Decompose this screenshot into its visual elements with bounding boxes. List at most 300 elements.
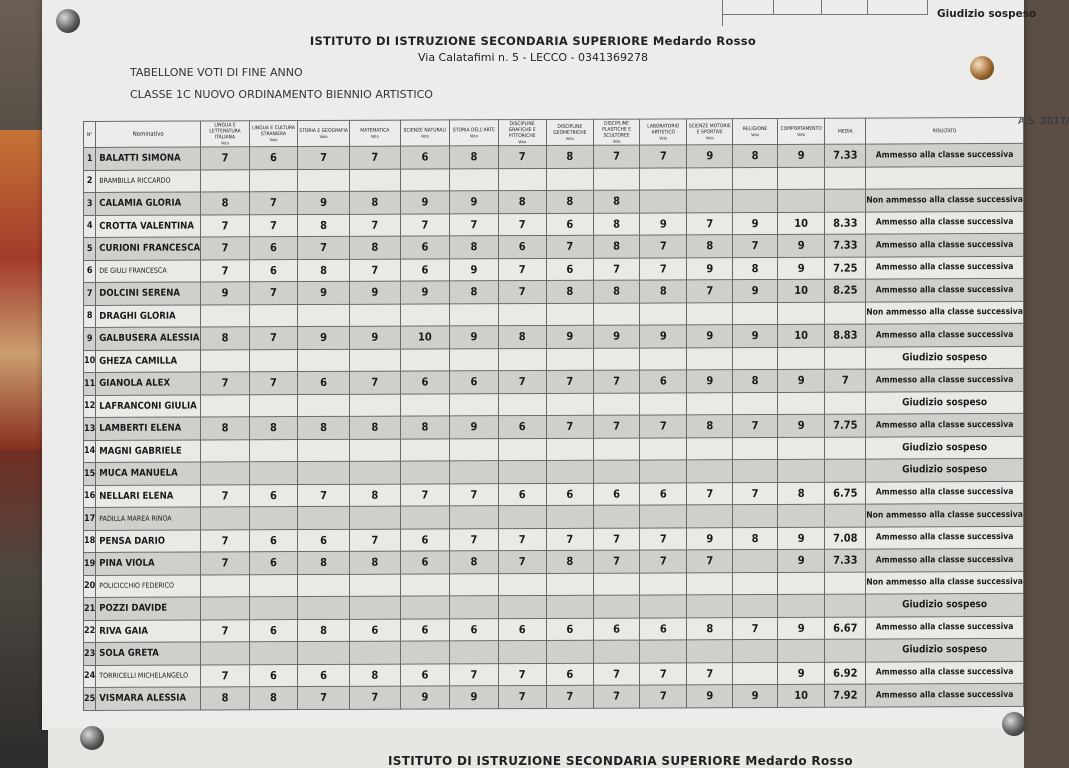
grade-cell xyxy=(298,641,350,664)
grade-cell: 10 xyxy=(400,326,450,349)
average-cell xyxy=(825,347,866,370)
student-number: 16 xyxy=(84,485,96,508)
grade-cell: 9 xyxy=(350,281,400,304)
column-header xyxy=(687,119,733,145)
grade-cell: 8 xyxy=(687,617,733,640)
average-cell xyxy=(825,167,866,190)
grade-cell xyxy=(350,506,400,529)
board-title: TABELLONE VOTI DI FINE ANNO xyxy=(130,66,303,79)
student-name: TORRICELLI MICHELANGELO xyxy=(96,664,201,687)
grade-cell: 7 xyxy=(450,483,498,506)
average-cell: 7.08 xyxy=(825,527,866,550)
column-header xyxy=(249,121,297,147)
grade-cell xyxy=(350,169,400,192)
column-header-label: DISCIPLINE GRAFICHE E PITTORICHE xyxy=(508,120,536,139)
student-number: 8 xyxy=(84,305,96,328)
grade-cell xyxy=(249,349,297,372)
grade-cell: 7 xyxy=(640,145,687,168)
column-header xyxy=(201,121,250,147)
thumbtack-icon xyxy=(56,9,80,33)
column-header-label: N° xyxy=(86,131,93,138)
grade-cell: 7 xyxy=(201,552,250,575)
grade-cell xyxy=(687,595,733,618)
grade-cell xyxy=(450,393,498,416)
grade-cell: 9 xyxy=(777,527,825,550)
student-number: 22 xyxy=(84,620,96,643)
grade-cell xyxy=(350,304,400,327)
grade-cell: 9 xyxy=(777,617,825,640)
student-name: MUCA MANUELA xyxy=(96,462,201,485)
column-header xyxy=(450,120,498,146)
grade-cell: 9 xyxy=(777,662,825,685)
thumbtack-icon xyxy=(80,726,104,750)
grade-cell xyxy=(687,640,733,663)
grade-cell xyxy=(593,303,639,326)
column-sub-label: Voto xyxy=(221,139,229,145)
grade-cell xyxy=(498,438,546,461)
student-number: 10 xyxy=(84,350,96,373)
grade-cell xyxy=(400,168,450,191)
grade-cell: 9 xyxy=(640,212,687,235)
grade-cell xyxy=(201,642,250,665)
grade-cell xyxy=(546,438,593,461)
grade-cell: 7 xyxy=(640,415,687,438)
grade-cell xyxy=(687,572,733,595)
grade-cell: 6 xyxy=(400,236,450,259)
grade-cell: 7 xyxy=(640,235,687,258)
result-cell: Ammesso alla classe successiva xyxy=(866,548,1024,571)
grade-cell: 7 xyxy=(640,550,687,573)
grade-cell: 6 xyxy=(249,619,297,642)
average-cell xyxy=(825,392,866,415)
student-number: 18 xyxy=(84,530,96,553)
result-cell: Giudizio sospeso xyxy=(866,391,1024,414)
average-cell: 6.92 xyxy=(825,662,866,685)
grade-cell xyxy=(201,304,250,327)
column-header xyxy=(825,118,866,144)
grade-cell: 6 xyxy=(249,664,297,687)
grade-cell: 9 xyxy=(687,325,733,348)
column-header xyxy=(350,120,400,146)
grade-cell xyxy=(201,574,250,597)
grade-cell: 7 xyxy=(400,213,450,236)
grade-cell: 8 xyxy=(450,236,498,259)
grade-cell xyxy=(733,167,777,190)
grade-cell xyxy=(498,348,546,371)
grade-cell xyxy=(498,573,546,596)
grade-cell xyxy=(498,640,546,663)
grade-cell: 6 xyxy=(640,482,687,505)
thumbtack-icon xyxy=(1002,712,1026,736)
grade-cell: 9 xyxy=(687,685,733,708)
grade-cell xyxy=(733,549,777,572)
grade-cell: 8 xyxy=(249,417,297,440)
grade-cell: 6 xyxy=(593,618,639,641)
student-name: CURIONI FRANCESCA xyxy=(96,237,201,260)
student-number: 20 xyxy=(84,575,96,598)
grade-cell: 8 xyxy=(498,325,546,348)
grade-cell: 8 xyxy=(733,257,777,280)
grade-cell: 7 xyxy=(298,146,350,169)
grade-cell: 6 xyxy=(298,371,350,394)
grade-cell: 9 xyxy=(687,527,733,550)
grade-cell xyxy=(298,304,350,327)
grade-cell: 7 xyxy=(201,259,250,282)
grade-cell: 7 xyxy=(350,146,400,169)
grade-cell xyxy=(498,393,546,416)
grade-cell xyxy=(201,507,250,530)
grade-cell: 10 xyxy=(777,212,825,235)
grade-cell: 7 xyxy=(450,213,498,236)
grade-cell: 6 xyxy=(249,484,297,507)
grade-cell xyxy=(249,574,297,597)
institute-address: Via Calatafimi n. 5 - LECCO - 0341369278 xyxy=(417,51,649,64)
grade-cell xyxy=(201,394,250,417)
grade-cell: 9 xyxy=(777,257,825,280)
grade-cell: 6 xyxy=(400,618,450,641)
grade-cell xyxy=(640,572,687,595)
average-cell: 7.75 xyxy=(825,414,866,437)
column-header xyxy=(84,121,96,147)
result-cell: Ammesso alla classe successiva xyxy=(866,526,1024,549)
grade-cell xyxy=(593,348,639,371)
grade-cell xyxy=(400,641,450,664)
grade-cell: 6 xyxy=(546,258,593,281)
grade-cell: 9 xyxy=(350,326,400,349)
grade-cell: 6 xyxy=(498,235,546,258)
grade-cell: 8 xyxy=(201,192,250,215)
grade-cell xyxy=(733,437,777,460)
grade-cell: 9 xyxy=(687,145,733,168)
grade-cell: 7 xyxy=(593,370,639,393)
grade-cell xyxy=(546,393,593,416)
grade-cell xyxy=(249,462,297,485)
result-cell: Ammesso alla classe successiva xyxy=(866,368,1024,391)
column-header-label: LINGUA E LETTERATURA ITALIANA xyxy=(209,121,241,140)
grade-cell xyxy=(498,595,546,618)
column-sub-label: Voto xyxy=(269,136,278,142)
result-cell: Ammesso alla classe successiva xyxy=(866,233,1024,256)
average-cell xyxy=(825,639,866,662)
column-header-label: STORIA E GEOGRAFIA xyxy=(299,127,348,134)
grade-cell xyxy=(350,574,400,597)
grade-cell: 6 xyxy=(546,663,593,686)
student-number: 9 xyxy=(84,327,96,350)
grade-cell: 6 xyxy=(400,258,450,281)
grade-cell xyxy=(777,189,825,212)
grade-cell: 7 xyxy=(593,415,639,438)
grade-cell: 7 xyxy=(298,236,350,259)
grade-cell xyxy=(546,168,593,191)
grade-cell: 8 xyxy=(733,369,777,392)
grade-cell: 6 xyxy=(498,415,546,438)
result-cell: Ammesso alla classe successiva xyxy=(866,256,1024,279)
column-sub-label: Voto xyxy=(751,131,760,137)
grade-cell: 7 xyxy=(687,662,733,685)
grade-cell xyxy=(450,573,498,596)
grade-cell xyxy=(640,392,687,415)
grade-cell: 8 xyxy=(350,551,400,574)
grade-cell: 9 xyxy=(733,279,777,302)
grade-cell xyxy=(777,392,825,415)
grade-cell xyxy=(733,594,777,617)
grade-cell: 8 xyxy=(201,417,250,440)
student-name: VISMARA ALESSIA xyxy=(96,687,201,710)
column-header-label: RISULTATO xyxy=(932,127,957,134)
grade-cell: 7 xyxy=(546,370,593,393)
grade-cell: 8 xyxy=(687,235,733,258)
student-number: 21 xyxy=(84,597,96,620)
grade-cell: 7 xyxy=(498,280,546,303)
result-cell: Giudizio sospeso xyxy=(866,638,1024,661)
grade-cell xyxy=(687,505,733,528)
grade-cell: 7 xyxy=(450,663,498,686)
grade-cell: 6 xyxy=(498,483,546,506)
average-cell: 7.25 xyxy=(825,257,866,280)
column-sub-label: Voto xyxy=(420,132,429,139)
grade-cell xyxy=(733,459,777,482)
grade-cell xyxy=(298,169,350,192)
student-name: LAMBERTI ELENA xyxy=(96,417,201,440)
student-name: CROTTA VALENTINA xyxy=(96,214,201,237)
grade-cell xyxy=(546,573,593,596)
grade-cell: 6 xyxy=(546,483,593,506)
column-header xyxy=(733,118,777,144)
grade-cell xyxy=(733,504,777,527)
grade-cell: 9 xyxy=(777,144,825,167)
grade-cell xyxy=(546,640,593,663)
grade-cell: 8 xyxy=(400,416,450,439)
grade-cell: 7 xyxy=(249,192,297,215)
grade-cell: 7 xyxy=(201,372,250,395)
grade-cell xyxy=(687,302,733,325)
grade-cell xyxy=(640,460,687,483)
student-number: 11 xyxy=(84,372,96,395)
student-name: PENSA DARIO xyxy=(96,529,201,552)
grade-cell xyxy=(640,437,687,460)
grade-cell: 7 xyxy=(687,212,733,235)
grade-cell: 7 xyxy=(498,213,546,236)
grade-cell xyxy=(777,302,825,325)
average-cell: 8.25 xyxy=(825,279,866,302)
column-sub-label: Voto xyxy=(705,134,714,140)
grade-cell: 7 xyxy=(298,686,350,709)
grade-cell: 7 xyxy=(640,662,687,685)
grade-cell xyxy=(593,460,639,483)
average-cell: 7 xyxy=(825,369,866,392)
grade-cell xyxy=(400,573,450,596)
grade-cell: 7 xyxy=(498,528,546,551)
grade-cell: 9 xyxy=(450,191,498,214)
column-header-label: Nominativo xyxy=(132,130,164,138)
grade-cell: 7 xyxy=(201,237,250,260)
grade-cell xyxy=(687,347,733,370)
grade-cell xyxy=(498,460,546,483)
student-name: SOLA GRETA xyxy=(96,642,201,665)
grade-cell: 7 xyxy=(350,529,400,552)
column-header xyxy=(96,121,201,147)
student-number: 5 xyxy=(84,237,96,260)
grade-cell: 7 xyxy=(201,529,250,552)
grade-cell: 9 xyxy=(546,325,593,348)
grade-cell xyxy=(733,347,777,370)
grade-cell: 8 xyxy=(593,235,639,258)
grade-cell xyxy=(249,304,297,327)
student-name: CALAMIA GLORIA xyxy=(96,192,201,215)
grade-cell: 8 xyxy=(350,191,400,214)
grade-cell xyxy=(593,393,639,416)
student-number: 13 xyxy=(84,417,96,440)
grade-cell: 8 xyxy=(546,190,593,213)
grade-cell: 7 xyxy=(546,235,593,258)
grade-cell: 8 xyxy=(350,484,400,507)
student-number: 23 xyxy=(84,642,96,665)
grade-cell xyxy=(298,394,350,417)
column-sub-label: Voto xyxy=(565,135,574,141)
grade-cell xyxy=(450,168,498,191)
grade-cell xyxy=(350,439,400,462)
grade-cell: 6 xyxy=(249,259,297,282)
column-header xyxy=(298,120,350,146)
grade-cell xyxy=(640,302,687,325)
grade-cell: 6 xyxy=(498,618,546,641)
grade-cell: 7 xyxy=(640,685,687,708)
grade-cell xyxy=(777,639,825,662)
student-name: DOLCINI SERENA xyxy=(96,282,201,305)
student-name: DE GIULI FRANCESCA xyxy=(96,259,201,282)
result-cell: Ammesso alla classe successiva xyxy=(866,616,1024,639)
table-header-row xyxy=(84,117,1024,147)
grade-cell xyxy=(249,169,297,192)
grade-cell: 8 xyxy=(201,687,250,710)
grade-cell: 8 xyxy=(733,527,777,550)
column-header xyxy=(640,119,687,145)
grade-cell: 8 xyxy=(546,550,593,573)
grade-cell xyxy=(546,348,593,371)
previous-sheet-strip xyxy=(722,0,1053,26)
grades-table xyxy=(83,117,1024,711)
average-cell: 7.33 xyxy=(825,144,866,167)
student-number: 3 xyxy=(84,192,96,215)
result-cell xyxy=(866,166,1024,189)
average-cell xyxy=(825,437,866,460)
grade-cell: 9 xyxy=(777,549,825,572)
grade-cell: 7 xyxy=(201,214,250,237)
previous-sheet-result: Giudizio sospeso xyxy=(937,8,1037,20)
student-name: PINA VIOLA xyxy=(96,552,201,575)
student-name: GALBUSERA ALESSIA xyxy=(96,327,201,350)
grade-cell: 7 xyxy=(201,619,250,642)
grade-cell xyxy=(777,437,825,460)
grade-cell xyxy=(733,392,777,415)
grade-cell xyxy=(201,439,250,462)
column-header xyxy=(400,120,450,146)
grade-cell: 6 xyxy=(450,618,498,641)
grade-cell xyxy=(687,460,733,483)
grade-cell xyxy=(450,348,498,371)
student-name: GHEZA CAMILLA xyxy=(96,349,201,372)
grade-cell xyxy=(201,462,250,485)
column-header-label: DISCIPLINE PLASTICHE E SCULTOREE xyxy=(602,120,632,139)
column-sub-label: Voto xyxy=(469,132,478,138)
grade-cell xyxy=(450,596,498,619)
grade-cell: 7 xyxy=(593,145,639,168)
column-header xyxy=(498,119,546,145)
grade-cell xyxy=(546,460,593,483)
grade-cell: 9 xyxy=(400,191,450,214)
grade-cell: 7 xyxy=(640,527,687,550)
student-name: BRAMBILLA RICCARDO xyxy=(96,169,201,192)
grade-cell: 10 xyxy=(777,684,825,707)
average-cell xyxy=(825,594,866,617)
grade-cell xyxy=(777,572,825,595)
grade-cell xyxy=(298,506,350,529)
student-number: 14 xyxy=(84,440,96,463)
grade-cell: 6 xyxy=(640,370,687,393)
grade-cell: 7 xyxy=(593,685,639,708)
grade-cell xyxy=(498,303,546,326)
grade-cell xyxy=(400,438,450,461)
grade-cell xyxy=(498,505,546,528)
result-cell: Ammesso alla classe successiva xyxy=(866,661,1024,684)
grade-cell: 7 xyxy=(498,145,546,168)
grade-cell: 6 xyxy=(298,664,350,687)
grade-cell: 6 xyxy=(546,213,593,236)
result-cell: Giudizio sospeso xyxy=(866,593,1024,616)
grade-cell xyxy=(400,393,450,416)
student-number: 24 xyxy=(84,665,96,688)
column-sub-label: Voto xyxy=(797,131,806,137)
grade-cell: 7 xyxy=(546,528,593,551)
column-header-label: SCIENZE MOTORIE E SPORTIVE xyxy=(688,122,731,135)
grade-cell xyxy=(400,303,450,326)
average-cell xyxy=(825,189,866,212)
grade-cell xyxy=(400,348,450,371)
thumbtack-icon xyxy=(970,56,994,80)
column-header-label: MEDIA xyxy=(838,128,853,135)
grade-cell: 7 xyxy=(498,685,546,708)
grade-cell: 7 xyxy=(350,214,400,237)
grade-cell: 7 xyxy=(201,484,250,507)
grade-cell xyxy=(450,506,498,529)
grade-cell xyxy=(640,347,687,370)
average-cell xyxy=(825,572,866,595)
grade-cell: 10 xyxy=(777,279,825,302)
result-cell: Ammesso alla classe successiva xyxy=(866,481,1024,504)
grade-cell: 6 xyxy=(400,528,450,551)
grade-cell xyxy=(593,168,639,191)
grade-cell: 7 xyxy=(400,483,450,506)
student-number: 15 xyxy=(84,462,96,485)
grade-cell: 9 xyxy=(450,258,498,281)
average-cell: 8.83 xyxy=(825,324,866,347)
student-number: 19 xyxy=(84,552,96,575)
result-cell: Giudizio sospeso xyxy=(866,436,1024,459)
grade-cell xyxy=(298,349,350,372)
grade-cell: 9 xyxy=(687,257,733,280)
grade-cell xyxy=(777,459,825,482)
grade-cell xyxy=(498,168,546,191)
average-cell xyxy=(825,504,866,527)
class-label: CLASSE 1C NUOVO ORDINAMENTO BIENNIO ARTISTICO xyxy=(130,88,433,101)
grade-cell: 8 xyxy=(298,416,350,439)
column-header xyxy=(866,117,1024,144)
grade-cell: 6 xyxy=(640,617,687,640)
column-sub-label: Voto xyxy=(612,138,621,144)
average-cell: 8.33 xyxy=(825,212,866,235)
result-cell: Ammesso alla classe successiva xyxy=(866,278,1024,301)
grade-cell: 6 xyxy=(298,529,350,552)
